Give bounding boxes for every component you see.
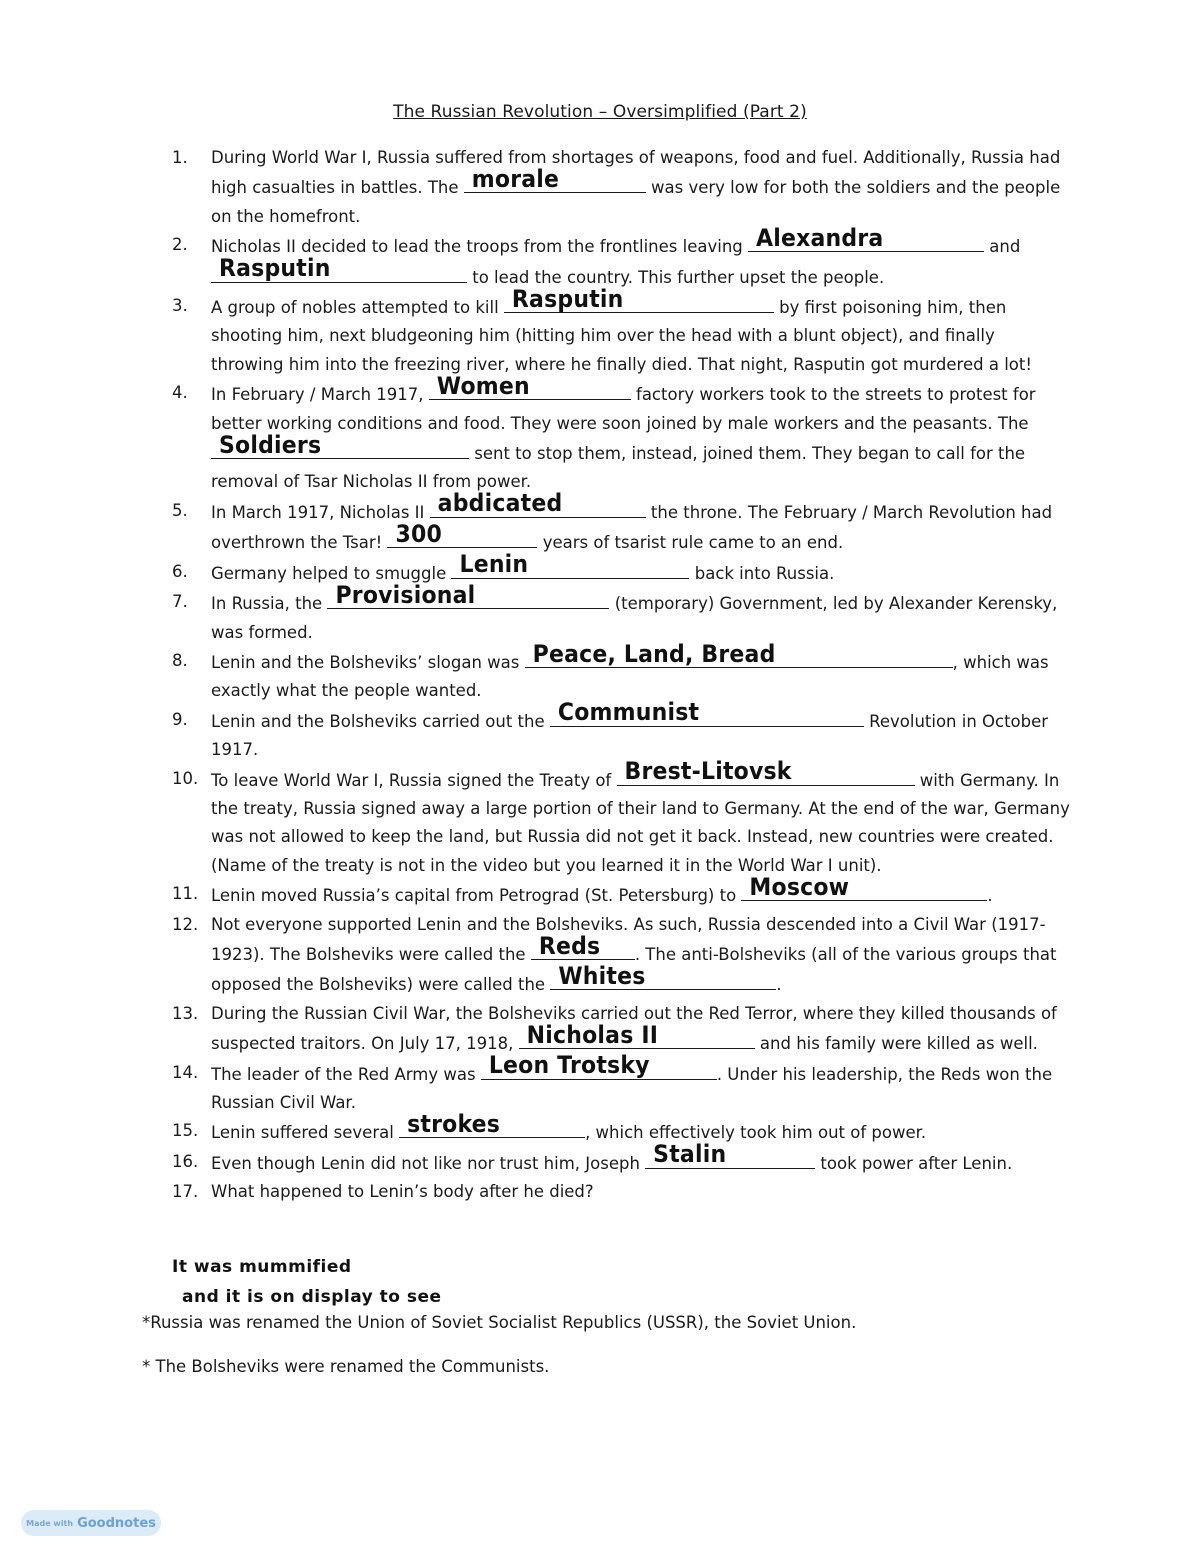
question-text: (temporary) Government, led by Alexander Kerensky, was formed. <box>211 594 1058 642</box>
question-item <box>172 144 1072 231</box>
question-text: Revolution in October 1917. <box>211 711 1049 760</box>
question-text: Germany helped to smuggle <box>211 563 452 583</box>
question-text: and his family were killed as well. <box>754 1034 1038 1054</box>
answer-blank[interactable] <box>519 1022 755 1050</box>
page-title: The Russian Revolution – Oversimplified (Part 2) <box>393 102 807 122</box>
handwritten-answer: abdicated <box>437 490 563 519</box>
question-text: the throne. The February / March Revolution had overthrown the Tsar! <box>211 502 1053 553</box>
question-text: Not everyone supported Lenin and the Bolsheviks. As such, Russia descended into a Civil War (1917-1923). The Bolsheviks were called the <box>211 914 1046 964</box>
question-number: 14. <box>172 1062 199 1082</box>
handwritten-answer: Stalin <box>653 1141 727 1170</box>
question-text: , which effectively took him out of power. <box>585 1123 927 1143</box>
answer-blank[interactable] <box>429 373 631 401</box>
question-number: 17. <box>172 1182 199 1202</box>
question-text: took power after Lenin. <box>815 1153 1013 1173</box>
badge-prefix: Made with <box>26 1518 74 1528</box>
question-text: Lenin moved Russia’s capital from Petrograd (St. Petersburg) to <box>211 886 742 906</box>
answer-blank[interactable] <box>211 431 469 460</box>
question-text: Nicholas II decided to lead the troops from the frontlines leaving <box>211 237 748 257</box>
question-text: by first poisoning him, then shooting him, next bludgeoning him (hitting him over the head with a blunt object), and finally throwing him into the freezing river, where he finally died. That night, Rasputin got murdered a lot! <box>211 298 1032 374</box>
question-item <box>172 225 1072 292</box>
handwritten-answer: Moscow <box>749 874 850 902</box>
answer-blank[interactable] <box>464 166 646 194</box>
answer-blank[interactable] <box>741 874 987 902</box>
answer-blank[interactable] <box>451 551 689 580</box>
answer-blank[interactable] <box>399 1111 585 1139</box>
handwritten-answer: Rasputin <box>219 255 331 283</box>
question-text: , which was exactly what the people wanted. <box>211 652 1049 701</box>
answer-blank[interactable] <box>645 1141 815 1170</box>
question-number: 12. <box>172 914 199 934</box>
answer-blank[interactable] <box>531 932 635 961</box>
question-text: and <box>984 237 1021 257</box>
question-item <box>172 373 1072 497</box>
question-number: 6. <box>172 561 188 581</box>
question-text: sent to stop them, instead, joined them. They began to call for the removal of Tsar Nicholas II from power. <box>211 444 1026 492</box>
question-item <box>172 581 1072 647</box>
handwritten-answer: morale <box>471 166 560 194</box>
question-text: To leave World War I, Russia signed the Treaty of <box>211 770 617 790</box>
question-text: Lenin and the Bolsheviks’ slogan was <box>211 652 525 672</box>
answer-blank[interactable] <box>525 640 953 669</box>
question-text: . <box>776 975 782 995</box>
goodnotes-badge <box>21 1510 161 1536</box>
question-number: 4. <box>172 383 188 403</box>
answer-blank[interactable] <box>327 581 609 610</box>
question-item <box>172 911 1072 1000</box>
question-text: back into Russia. <box>689 563 835 583</box>
note-communists: * The Bolsheviks were renamed the Communists. <box>142 1357 550 1376</box>
question-item <box>172 1000 1072 1059</box>
question-text: to lead the country. This further upset the people. <box>467 267 885 287</box>
answer-blank[interactable] <box>430 490 646 519</box>
question-text: In March 1917, Nicholas II <box>211 502 430 522</box>
question-item <box>172 490 1072 558</box>
question-item <box>172 874 1072 910</box>
question-number: 5. <box>172 500 188 520</box>
question-text: . The anti-Bolsheviks (all of the various groups that opposed the Bolsheviks) were called the <box>211 944 1057 995</box>
handwritten-answer: Provisional <box>335 581 476 610</box>
question-item <box>172 1141 1072 1178</box>
handwritten-answer: Brest-Litovsk <box>624 758 792 786</box>
question-number: 15. <box>172 1121 199 1141</box>
handwritten-answer: strokes <box>407 1111 501 1139</box>
question-number: 7. <box>172 592 188 612</box>
question-text: During the Russian Civil War, the Bolsheviks carried out the Red Terror, where they killed thousands of suspected traitors. On July 17, 1918, <box>211 1003 1057 1054</box>
handwritten-answer: Reds <box>538 932 601 961</box>
question-item <box>172 699 1072 765</box>
question-number: 16. <box>172 1151 199 1171</box>
handwritten-answer: Women <box>436 373 530 401</box>
answer-blank[interactable] <box>748 225 984 253</box>
question-item <box>172 640 1072 706</box>
question-item <box>172 551 1072 588</box>
question-item <box>172 1178 1072 1206</box>
question-text: . Under his leadership, the Reds won the Russian Civil War. <box>211 1064 1053 1112</box>
question-number: 13. <box>172 1003 199 1023</box>
answer-blank[interactable] <box>550 699 864 728</box>
handwritten-answer: Rasputin <box>511 285 624 314</box>
handwritten-answer: 300 <box>395 521 442 549</box>
handwritten-answer: Nicholas II <box>526 1022 659 1050</box>
question-list <box>172 144 1072 1207</box>
question-number: 11. <box>172 884 199 904</box>
question-number: 9. <box>172 709 188 729</box>
answer-blank[interactable] <box>481 1052 717 1080</box>
question-text: What happened to Lenin’s body after he died? <box>211 1182 594 1202</box>
question-text: factory workers took to the streets to protest for better working conditions and food. They were soon joined by male workers and the peasants. The <box>211 385 1036 433</box>
question-text: The leader of the Red Army was <box>211 1064 481 1084</box>
handwritten-answer: Peace, Land, Bread <box>532 640 776 669</box>
question-number: 10. <box>172 768 199 788</box>
question-item <box>172 285 1072 379</box>
question-text: . <box>987 886 993 906</box>
question-item <box>172 758 1072 881</box>
answer-17-line-2: and it is on display to see <box>182 1287 442 1307</box>
handwritten-answer: Lenin <box>459 551 529 580</box>
answer-blank[interactable] <box>504 285 774 314</box>
question-text: Even though Lenin did not like nor trust him, Joseph <box>211 1153 646 1173</box>
note-ussr: *Russia was renamed the Union of Soviet Socialist Republics (USSR), the Soviet Union. <box>142 1313 857 1332</box>
handwritten-answer-17 <box>172 1252 592 1312</box>
handwritten-answer: Leon Trotsky <box>488 1052 650 1080</box>
answer-blank[interactable] <box>211 255 467 283</box>
question-number: 2. <box>172 235 188 255</box>
answer-blank[interactable] <box>387 521 537 549</box>
handwritten-answer: Soldiers <box>219 431 322 460</box>
question-number: 8. <box>172 650 188 670</box>
question-text: with Germany. In the treaty, Russia signed away a large portion of their land to Germany. At the end of the war, Germany was not allowed to keep the land, but Russia did not get it back. Instead, new countries were created. (Name of the treaty is not in the video but you learned it in the World War I unit). <box>211 770 1070 875</box>
answer-blank[interactable] <box>550 963 776 991</box>
question-text: In Russia, the <box>211 594 328 614</box>
question-text: Lenin and the Bolsheviks carried out the <box>211 711 550 731</box>
question-text: During World War I, Russia suffered from shortages of weapons, food and fuel. Additionally, Russia had high casualties in battles. The <box>211 148 1061 198</box>
question-text: Lenin suffered several <box>211 1123 400 1143</box>
question-text: years of tsarist rule came to an end. <box>537 533 844 553</box>
question-item <box>172 1052 1072 1118</box>
question-item <box>172 1111 1072 1147</box>
handwritten-answer: Whites <box>558 963 646 991</box>
question-text: In February / March 1917, <box>211 385 429 405</box>
handwritten-answer: Communist <box>557 699 700 728</box>
question-number: 1. <box>172 148 188 167</box>
question-text: was very low for both the soldiers and the people on the homefront. <box>211 178 1061 226</box>
question-number: 3. <box>172 296 188 316</box>
badge-brand: Goodnotes <box>77 1515 156 1531</box>
handwritten-answer: Alexandra <box>756 225 884 253</box>
answer-17-line-1: It was mummified <box>172 1257 352 1277</box>
question-text: A group of nobles attempted to kill <box>211 298 504 318</box>
answer-blank[interactable] <box>617 758 915 786</box>
